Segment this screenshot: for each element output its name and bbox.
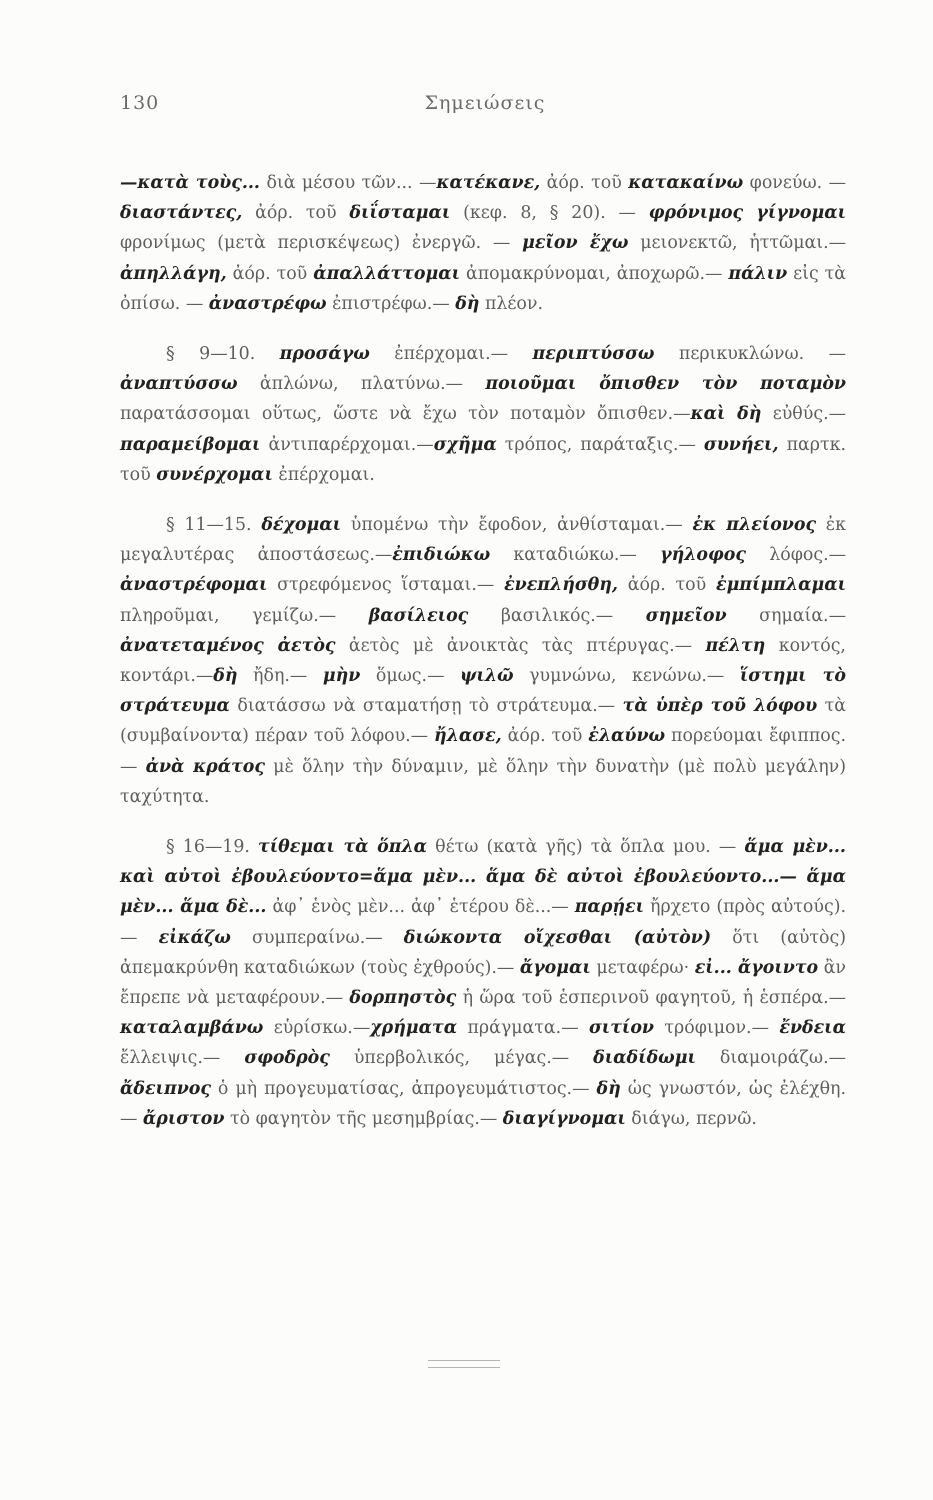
gloss-text: περικυκλώνω. — [654, 344, 846, 365]
gloss-text: φρονίμως (μετὰ περισκέψεως) ἐνεργῶ. — [120, 233, 523, 254]
note-paragraph [120, 510, 846, 812]
headword: μεῖον ἔχω [522, 233, 629, 254]
headword: ἔνδεια [779, 1018, 846, 1039]
headword: ἄγομαι [519, 957, 591, 978]
gloss-text: εἰς τὰ ὀπίσω. — [120, 263, 846, 314]
gloss-text: πληροῦμαι, γεμίζω.— [120, 605, 369, 626]
headword: δέχομαι [261, 515, 342, 536]
gloss-text: τρόφιμον.— [654, 1018, 780, 1039]
headword: ἀνατεταμένος ἀετὸς [120, 635, 336, 656]
note-paragraph [120, 168, 846, 319]
gloss-text: γυμνώνω, κενώνω.— [513, 666, 740, 687]
gloss-text: ἀόρ. τοῦ [540, 173, 629, 193]
gloss-text: § 9—10. [166, 344, 280, 365]
headword: βασίλειος [368, 605, 469, 626]
gloss-text: ἀετὸς μὲ ἀνοικτὰς τὰς πτέρυγας.— [335, 635, 706, 656]
gloss-text: εὐθύς.— [761, 404, 846, 425]
headword: συνήει, [703, 434, 779, 455]
gloss-text: ἂν ἔπρεπε νὰ μεταφέρουν.— [120, 957, 847, 1009]
gloss-text: ἀντιπαρέρχομαι.— [260, 434, 434, 455]
page-header [120, 92, 850, 132]
gloss-text: μεταφέρω· [590, 957, 695, 978]
gloss-text: ὁ μὴ προγευματίσας, ἀπρογευμάτιστος.— [210, 1078, 597, 1099]
gloss-text: διαμοιράζω.— [695, 1048, 846, 1069]
headword: εἰκάζω [158, 927, 231, 948]
headword: ἀπηλλάγη, [120, 263, 227, 284]
gloss-text: θέτω (κατὰ γῆς) τὰ ὅπλα μου. — [427, 837, 745, 858]
headword: τίθεμαι τὰ ὅπλα [258, 837, 428, 858]
headword: κατέκανε, [436, 173, 541, 193]
headword: συνέρχομαι [156, 464, 273, 485]
headword: διαγίγνομαι [502, 1108, 626, 1129]
gloss-text: κοντός, κοντάρι.— [120, 635, 846, 687]
gloss-text: ἀόρ. τοῦ [617, 575, 716, 596]
gloss-text: ἡ ὥρα τοῦ ἑσπερινοῦ φαγητοῦ, ἡ ἑσπέρα.— [456, 988, 847, 1009]
gloss-text: ὅτι (αὐτὸς) ἀπεμακρύνθη καταδιώκων (τοὺς ἐχθρούς).— [120, 927, 847, 978]
gloss-text: τὰ (συμβαίνοντα) πέραν τοῦ λόφου.— [120, 696, 846, 747]
note-paragraph [120, 339, 846, 490]
gloss-text: σημαία.— [726, 605, 846, 626]
headword: καὶ δὴ [690, 404, 762, 425]
headword: περιπτύσσω [532, 344, 655, 365]
gloss-text: διατάσσω νὰ σταματήσῃ τὸ στράτευμα.— [229, 696, 623, 717]
headword: χρήματα [370, 1018, 458, 1039]
headword: πάλιν [728, 263, 788, 284]
gloss-text: πορεύομαι ἔφιππος.— [120, 726, 846, 777]
gloss-text: λόφος.— [745, 545, 846, 566]
headword: —κατὰ τοὺς... [120, 173, 260, 193]
gloss-text: ἀόρ. τοῦ [242, 203, 350, 224]
headword: ἐνεπλήσθη, [504, 575, 618, 596]
gloss-text: πλέον. [479, 293, 543, 314]
headword: ἐκ πλείονος [692, 515, 817, 536]
headword: ἄδειπνος [120, 1078, 211, 1099]
headword: παρῄει [574, 897, 645, 918]
gloss-text: παρτκ. τοῦ [120, 434, 846, 485]
gloss-text: καταδιώκω.— [490, 545, 661, 566]
headword: κατακαίνω [628, 173, 744, 193]
gloss-text: ἀπομακρύνομαι, ἀποχωρῶ.— [460, 263, 729, 284]
headword: σιτίον [588, 1018, 655, 1039]
headword: δὴ [455, 293, 480, 314]
headword: ἐπιδιώκω [392, 545, 491, 566]
headword: διΐσταμαι [349, 203, 451, 224]
gloss-text: ὡς γνωστόν, ὡς ἐλέχθη.— [120, 1078, 847, 1129]
headword: παραμείβομαι [120, 434, 261, 455]
headword: δὴ [213, 666, 238, 687]
headword: ἐλαύνω [588, 726, 666, 747]
headword: ἄριστον [142, 1108, 225, 1129]
headword: σχῆμα [433, 434, 497, 455]
page-number: 130 [120, 92, 160, 114]
gloss-text: ἀόρ. τοῦ [501, 726, 589, 747]
gloss-text: στρεφόμενος ἵσταμαι.— [267, 575, 505, 596]
gloss-text: διάγω, περνῶ. [625, 1108, 757, 1129]
gloss-text: ἤρχετο (πρὸς αὐτούς).— [120, 897, 847, 948]
headword: γήλοφος [660, 545, 746, 566]
headword: καταλαμβάνω [120, 1018, 264, 1039]
gloss-text: διὰ μέσου τῶν... — [260, 173, 437, 193]
gloss-text: § 16—19. [166, 837, 259, 858]
gloss-text: (κεφ. 8, § 20). — [450, 203, 649, 224]
notes-body [120, 168, 846, 1134]
gloss-text: ἀόρ. τοῦ [226, 263, 314, 284]
headword: ἀναστρέφομαι [120, 575, 268, 596]
headword: ἵστημι τὸ στράτευμα [120, 666, 846, 717]
headword: δορπηστὸς [349, 988, 457, 1009]
gloss-text: ὅμως.— [360, 666, 461, 687]
gloss-text: § 11—15. [166, 515, 262, 536]
gloss-text: ὑπερβολικός, μέγας.— [329, 1048, 594, 1069]
headword: ἀναπτύσσω [120, 374, 238, 395]
gloss-text: ἔλλειψις.— [120, 1048, 245, 1069]
headword: ἅμα μὲν... καὶ αὐτοὶ ἐβουλεύοντο=ἅμα μὲν... ἅμα δὲ αὐτοὶ ἐβουλεύοντο...— ἅμα μὲν... ἅμα δὲ... [120, 837, 846, 918]
headword: ψιλῶ [460, 666, 514, 687]
headword: προσάγω [279, 344, 370, 365]
headword: εἰ... ἄγοιντο [694, 957, 819, 978]
headword: ἤλασε, [434, 726, 502, 747]
note-paragraph [120, 832, 846, 1134]
gloss-text: πράγματα.— [457, 1018, 589, 1039]
headword: τὰ ὑπὲρ τοῦ λόφου [622, 696, 818, 717]
gloss-text: παρατάσσομαι οὕτως, ὥστε νὰ ἔχω τὸν ποταμὸν ὄπισθεν.— [120, 404, 691, 425]
headword: διώκοντα οἴχεσθαι (αὐτὸν) [403, 927, 712, 948]
running-title: Σημειώσεις [424, 92, 546, 114]
headword: πέλτη [705, 635, 766, 656]
headword: σφοδρὸς [244, 1048, 330, 1069]
gloss-text: τρόπος, παράταξις.— [496, 434, 704, 455]
headword: ἀναστρέφω [208, 293, 327, 314]
section-divider [428, 1360, 500, 1368]
gloss-text: εὑρίσκω.— [263, 1018, 371, 1039]
headword: διαστάντες, [120, 203, 243, 224]
gloss-text: βασιλικός.— [468, 605, 646, 626]
headword: δὴ [596, 1078, 621, 1099]
gloss-text: ἀφ᾽ ἑνὸς μὲν... ἀφ᾽ ἑτέρου δὲ...— [266, 897, 575, 918]
headword: σημεῖον [645, 605, 727, 626]
gloss-text: τὸ φαγητὸν τῆς μεσημβρίας.— [224, 1108, 503, 1129]
headword: ἀνὰ κράτος [145, 756, 265, 777]
headword: ποιοῦμαι ὄπισθεν τὸν ποταμὸν [485, 374, 846, 395]
headword: φρόνιμος γίγνομαι [648, 203, 847, 224]
gloss-text: μειονεκτῶ, ἡττῶμαι.— [628, 233, 846, 254]
gloss-text: μὲ ὅλην τὴν δύναμιν, μὲ ὅλην τὴν δυνατὴν (μὲ πολὺ μεγάλην) ταχύτητα. [120, 756, 846, 807]
gloss-text: φονεύω. — [743, 173, 846, 193]
gloss-text: ἤδη.— [237, 666, 323, 687]
gloss-text: συμπεραίνω.— [230, 927, 404, 948]
gloss-text: ἐπέρχομαι. [272, 464, 375, 485]
headword: ἀπαλλάττομαι [313, 263, 461, 284]
headword: διαδίδωμι [593, 1048, 696, 1069]
gloss-text: ἐπέρχομαι.— [369, 344, 533, 365]
headword: ἐμπίμπλαμαι [716, 575, 847, 596]
gloss-text: ἐπιστρέφω.— [326, 293, 456, 314]
gloss-text: ὑπομένω τὴν ἔφοδον, ἀνθίσταμαι.— [341, 515, 693, 536]
gloss-text: ἐκ μεγαλυτέρας ἀποστάσεως.— [120, 515, 846, 566]
gloss-text: ἁπλώνω, πλατύνω.— [237, 374, 486, 395]
headword: μὴν [322, 666, 361, 687]
